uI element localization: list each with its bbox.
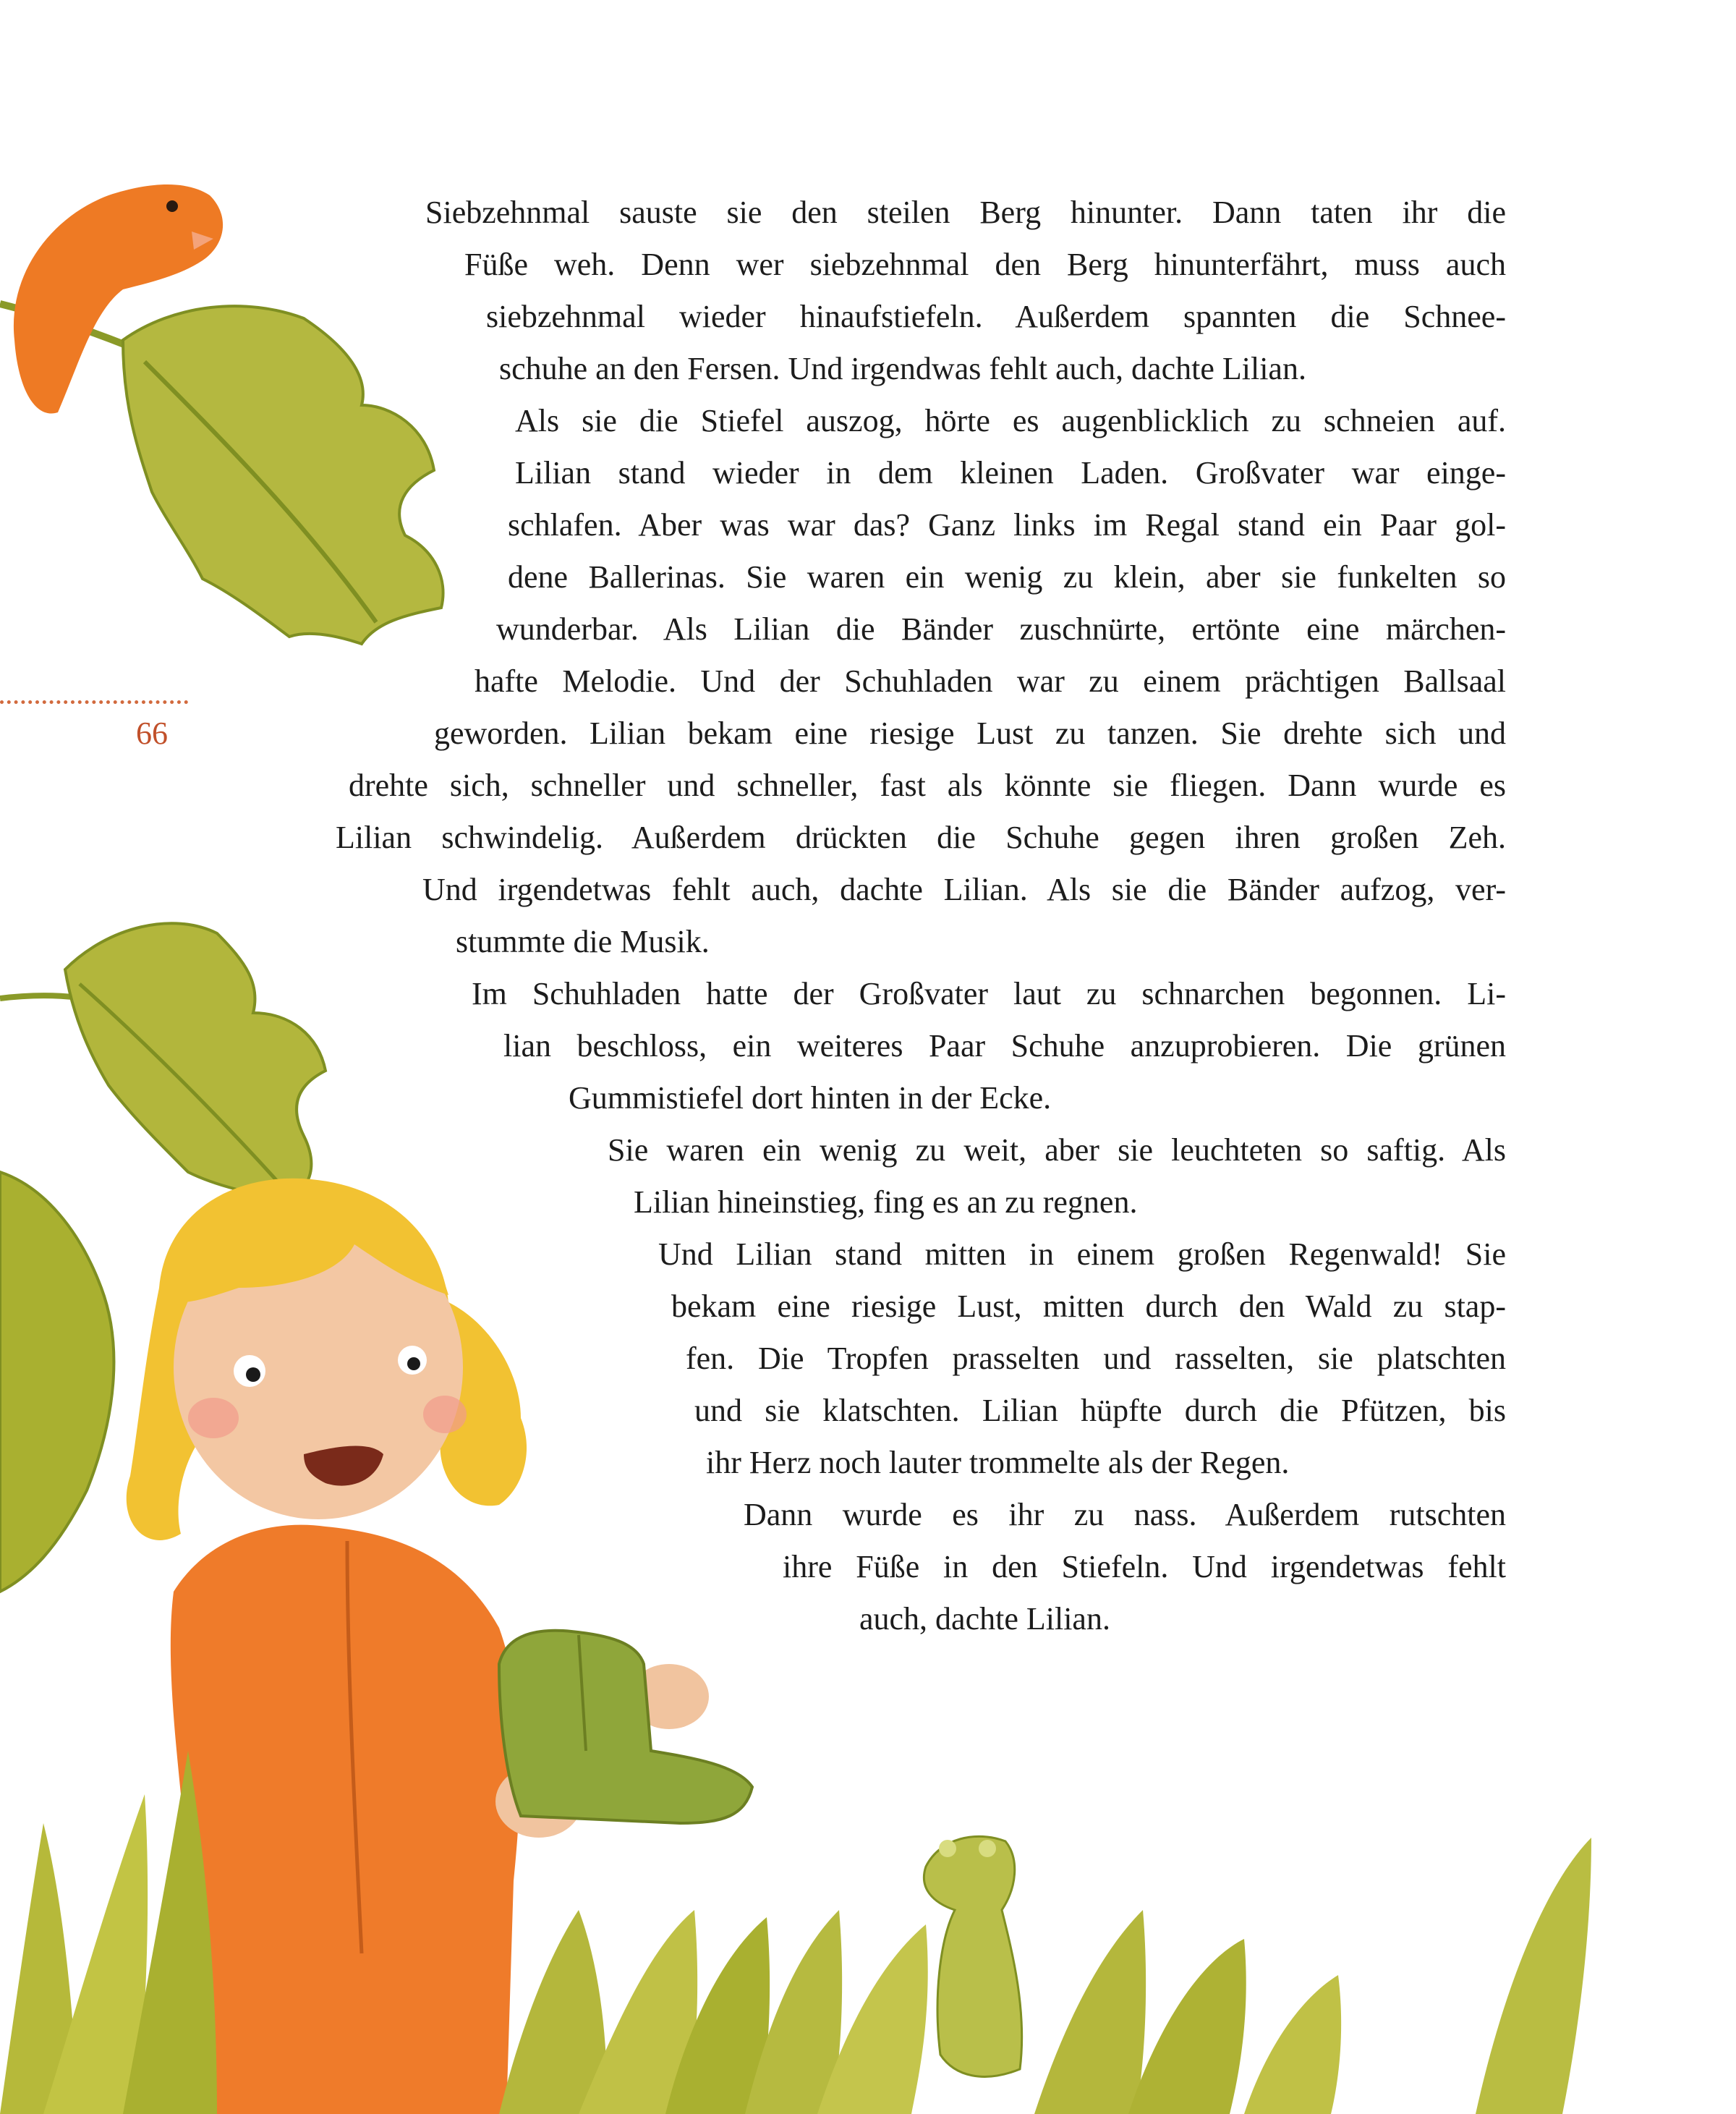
story-line: schlafen. Aber was war das? Ganz links im Regal stand ein Paar gol- [508, 507, 1506, 543]
story-line: stummte die Musik. [456, 924, 710, 959]
story-line: bekam eine riesige Lust, mitten durch den Wald zu stap- [671, 1289, 1506, 1324]
story-line: Lilian stand wieder in dem kleinen Laden. Großvater war einge- [515, 455, 1506, 491]
story-line: wunderbar. Als Lilian die Bänder zuschnürte, ertönte eine märchen- [496, 611, 1506, 647]
story-line: Lilian schwindelig. Außerdem drückten die Schuhe gegen ihren großen Zeh. [336, 820, 1506, 855]
story-line: Und irgendetwas fehlt auch, dachte Lilian. Als sie die Bänder aufzog, ver- [422, 872, 1506, 907]
story-line: geworden. Lilian bekam eine riesige Lust zu tanzen. Sie drehte sich und [434, 716, 1506, 751]
story-line: Dann wurde es ihr zu nass. Außerdem rutschten [744, 1497, 1506, 1532]
story-line: Und Lilian stand mitten in einem großen Regenwald! Sie [658, 1236, 1506, 1272]
page-number: 66 [136, 716, 168, 751]
story-line: Sie waren ein wenig zu weit, aber sie leuchteten so saftig. Als [608, 1132, 1506, 1168]
story-line: ihr Herz noch lauter trommelte als der Regen. [706, 1445, 1290, 1480]
story-line: Füße weh. Denn wer siebzehnmal den Berg hinunterfährt, muss auch [464, 247, 1506, 282]
story-line: schuhe an den Fersen. Und irgendwas fehlt auch, dachte Lilian. [499, 351, 1306, 386]
story-line: lian beschloss, ein weiteres Paar Schuhe anzuprobieren. Die grünen [503, 1028, 1506, 1064]
story-line: drehte sich, schneller und schneller, fast als könnte sie fliegen. Dann wurde es [349, 768, 1506, 803]
story-line: Im Schuhladen hatte der Großvater laut zu schnarchen begonnen. Li- [472, 976, 1506, 1011]
story-line: Als sie die Stiefel auszog, hörte es augenblicklich zu schneien auf. [515, 403, 1506, 438]
story-line: auch, dachte Lilian. [859, 1601, 1110, 1637]
story-line: siebzehnmal wieder hinaufstiefeln. Außerdem spannten die Schnee- [486, 299, 1506, 334]
story-line: ihre Füße in den Stiefeln. Und irgendetwas fehlt [783, 1549, 1506, 1584]
story-line: Gummistiefel dort hinten in der Ecke. [569, 1080, 1052, 1116]
story-line: dene Ballerinas. Sie waren ein wenig zu klein, aber sie funkelten so [508, 559, 1506, 595]
story-line: und sie klatschten. Lilian hüpfte durch die Pfützen, bis [694, 1393, 1506, 1428]
story-line: fen. Die Tropfen prasselten und rasselten, sie platschten [686, 1341, 1506, 1376]
story-line: Siebzehnmal sauste sie den steilen Berg hinunter. Dann taten ihr die [425, 195, 1506, 230]
story-line: hafte Melodie. Und der Schuhladen war zu einem prächtigen Ballsaal [475, 663, 1506, 699]
story-line: Lilian hineinstieg, fing es an zu regnen. [634, 1184, 1138, 1220]
